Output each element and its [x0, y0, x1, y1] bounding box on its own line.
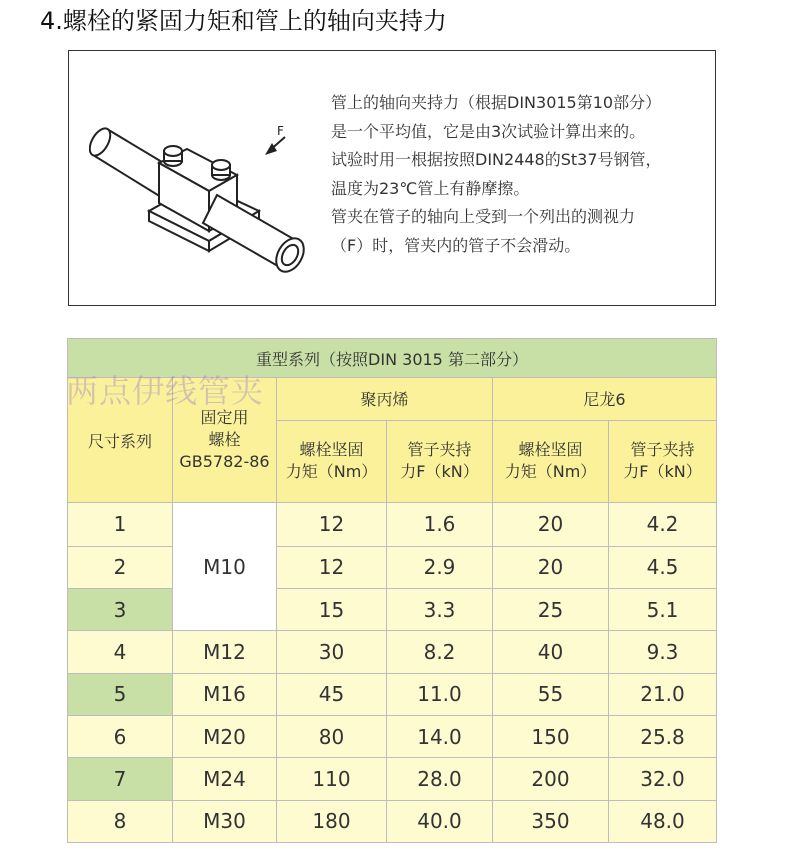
sub-header-line: 力F（kN） [400, 462, 479, 482]
sub-header-line: 螺栓坚固 [518, 440, 583, 460]
col-size-label: 尺寸系列 [87, 431, 152, 451]
col-bolt-line: 固定用 [200, 408, 249, 428]
col-bolt-header [173, 378, 277, 503]
table-title: 重型系列（按照DIN 3015 第二部分） [68, 339, 717, 378]
bolt-cell: M20 [173, 715, 277, 757]
pp-force-cell: 28.0 [387, 758, 493, 800]
pp-torque-cell: 12 [277, 546, 387, 588]
size-cell: 5 [68, 673, 173, 715]
pipe-clamp-illustration [89, 91, 329, 291]
pp-force-cell: 8.2 [387, 631, 493, 673]
size-cell: 1 [68, 503, 173, 546]
sub-header-line: 管子夹持 [407, 440, 472, 460]
ny-force-cell: 4.5 [609, 546, 717, 588]
table-row [68, 503, 717, 546]
sub-torque-header [493, 420, 609, 503]
table-row [68, 715, 717, 757]
sub-header-line: 力F（kN） [623, 462, 702, 482]
table-row [68, 588, 717, 630]
ny-torque-cell: 40 [493, 631, 609, 673]
info-line: 温度为23℃管上有静摩擦。 [331, 178, 530, 198]
table-row [68, 631, 717, 673]
bolt-cell: M12 [173, 631, 277, 673]
pp-torque-cell: 180 [277, 800, 387, 842]
table-row [68, 758, 717, 800]
group-polypropylene: 聚丙烯 [277, 378, 493, 420]
watermark-text: 两点伊线管夹 [66, 372, 265, 410]
sub-header-line: 力矩（Nm） [504, 462, 597, 482]
ny-torque-cell: 20 [493, 546, 609, 588]
ny-force-cell: 21.0 [609, 673, 717, 715]
info-box [68, 50, 716, 306]
ny-force-cell: 48.0 [609, 800, 717, 842]
col-bolt-line: GB5782-86 [179, 452, 270, 472]
pp-torque-cell: 45 [277, 673, 387, 715]
ny-torque-cell: 150 [493, 715, 609, 757]
pp-torque-cell: 15 [277, 588, 387, 630]
spec-table [67, 338, 717, 843]
ny-force-cell: 32.0 [609, 758, 717, 800]
info-line: 管夹在管子的轴向上受到一个列出的测视力 [331, 207, 636, 226]
pp-torque-cell: 110 [277, 758, 387, 800]
table-row [68, 673, 717, 715]
info-line: 是一个平均值，它是由3次试验计算出来的。 [331, 121, 646, 141]
page-title: 4.螺栓的紧固力矩和管上的轴向夹持力 [40, 7, 447, 35]
pp-force-cell: 11.0 [387, 673, 493, 715]
pp-force-cell: 2.9 [387, 546, 493, 588]
pp-force-cell: 3.3 [387, 588, 493, 630]
info-text [331, 89, 711, 260]
ny-torque-cell: 55 [493, 673, 609, 715]
sub-force-header [387, 420, 493, 503]
pp-torque-cell: 80 [277, 715, 387, 757]
sub-header-line: 螺栓坚固 [299, 440, 364, 460]
bolt-cell: M30 [173, 800, 277, 842]
col-bolt-line: 螺栓 [208, 430, 241, 450]
bolt-cell: M24 [173, 758, 277, 800]
size-cell: 8 [68, 800, 173, 842]
table-row [68, 546, 717, 588]
col-size-header [68, 378, 173, 503]
ny-torque-cell: 25 [493, 588, 609, 630]
pp-torque-cell: 12 [277, 503, 387, 546]
ny-force-cell: 9.3 [609, 631, 717, 673]
sub-header-line: 管子夹持 [630, 440, 695, 460]
pp-force-cell: 40.0 [387, 800, 493, 842]
pp-force-cell: 14.0 [387, 715, 493, 757]
ny-force-cell: 25.8 [609, 715, 717, 757]
bolt-cell: M16 [173, 673, 277, 715]
group-nylon: 尼龙6 [493, 378, 717, 420]
info-line: 管上的轴向夹持力（根据DIN3015第10部分） [331, 93, 662, 112]
info-line: 试验时用一根据按照DIN2448的St37号钢管， [331, 150, 662, 169]
pp-force-cell: 1.6 [387, 503, 493, 546]
ny-torque-cell: 20 [493, 503, 609, 546]
sub-torque-header [277, 420, 387, 503]
info-line: （F）时，管夹内的管子不会滑动。 [331, 235, 581, 255]
size-cell: 2 [68, 546, 173, 588]
sub-header-line: 力矩（Nm） [285, 462, 378, 482]
size-cell: 7 [68, 758, 173, 800]
ny-torque-cell: 350 [493, 800, 609, 842]
sub-force-header [609, 420, 717, 503]
table-row [68, 800, 717, 842]
size-cell: 4 [68, 631, 173, 673]
force-label: F [277, 124, 284, 138]
pp-torque-cell: 30 [277, 631, 387, 673]
size-cell: 3 [68, 588, 173, 630]
ny-torque-cell: 200 [493, 758, 609, 800]
bolt-cell: M10 [173, 503, 277, 631]
size-cell: 6 [68, 715, 173, 757]
ny-force-cell: 5.1 [609, 588, 717, 630]
ny-force-cell: 4.2 [609, 503, 717, 546]
